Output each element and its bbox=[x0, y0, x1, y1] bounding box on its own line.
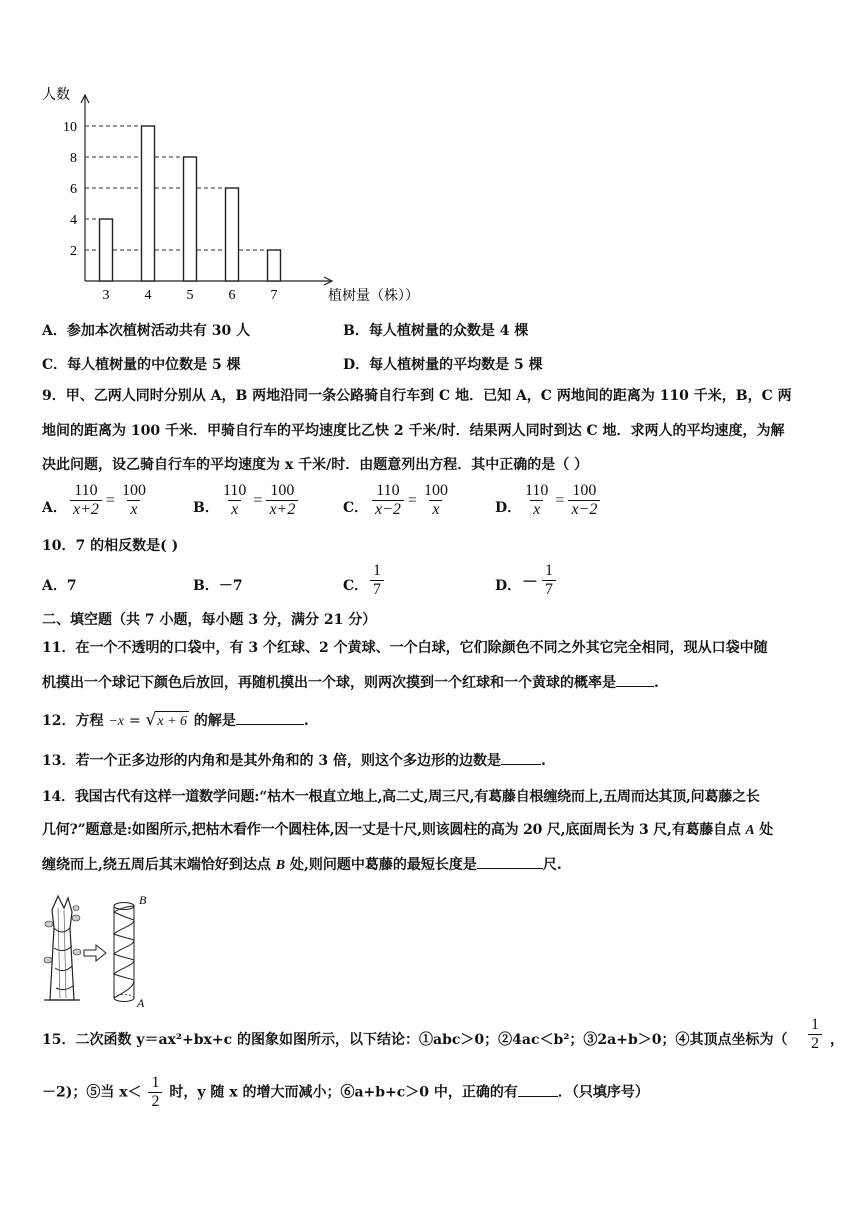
bar bbox=[268, 250, 281, 281]
chart-y-label: 人数 bbox=[42, 87, 70, 103]
fraction: $\frac{110}{x}$ bbox=[223, 482, 247, 518]
q9-option-c-equation: $\frac{110}{x-2}$ = $\frac{100}{x}$ bbox=[370, 482, 453, 519]
fraction: $\frac{1}{2}$ bbox=[148, 1074, 162, 1111]
q10-option-b: B．－7 bbox=[193, 578, 243, 594]
q8-option-c: C．每人植树量的中位数是 5 棵 bbox=[42, 357, 241, 373]
x-tick-label: 6 bbox=[228, 288, 236, 303]
q11-stem-line-2: 机摸出一个球记下颜色后放回，再随机摸出一个球，则两次摸到一个红球和一个黄球的概率是 . bbox=[42, 672, 659, 693]
section-heading-fill-in: 二、填空题（共 7 小题，每小题 3 分，满分 21 分） bbox=[42, 612, 377, 628]
x-tick-label: 5 bbox=[186, 288, 194, 303]
q9-option-a-label: A． bbox=[42, 500, 67, 516]
q15-stem-line-2: －2)；⑤当 x＜ $\frac{1}{2}$ 时，y 随 x 的增大而减小；⑥a+b+c＞0 中，正确的有 ．（只填序号） bbox=[42, 1074, 649, 1110]
bar bbox=[184, 157, 197, 281]
fraction: $\frac{100}{x}$ bbox=[121, 482, 146, 518]
y-tick-label: 10 bbox=[63, 120, 77, 135]
q11-stem-line-1: 11．在一个不透明的口袋中，有 3 个红球、2 个黄球、一个白球，它们除颜色不同之外其它完全相同，现从口袋中随 bbox=[42, 640, 768, 656]
q14-stem-line-1: 14．我国古代有这样一道数学问题:“枯木一根直立地上,高二丈,周三尺,有葛藤自根缠绕而上,五周而达其顶,问葛藤之长 bbox=[42, 789, 760, 805]
q10-option-c-label: C． bbox=[343, 578, 369, 594]
vine-cylinder-figure bbox=[40, 888, 160, 1013]
q10-option-c-fraction: $\frac{1}{7}$ bbox=[368, 562, 386, 599]
fraction: $\frac{110}{x+2}$ bbox=[70, 482, 102, 519]
point-b-label: B bbox=[139, 893, 147, 907]
answer-blank bbox=[518, 1082, 558, 1097]
q10-option-d-label: D． bbox=[495, 578, 522, 594]
q15-stem-line-1: 15．二次函数 y＝ax²+bx+c 的图象如图所示，以下结论：①abc＞0；②4ac＜b²；③2a+b＞0；④其顶点坐标为（ bbox=[42, 1032, 788, 1048]
fraction: $\frac{100}{x-2}$ bbox=[568, 482, 600, 519]
q9-option-a-equation: $\frac{110}{x+2}$ = $\frac{100}{x}$ bbox=[68, 482, 151, 519]
right-arrow-icon bbox=[84, 945, 106, 961]
x-tick-label: 4 bbox=[144, 288, 152, 303]
chart-x-label: 植树量（株）） bbox=[328, 288, 419, 304]
answer-blank bbox=[236, 710, 304, 725]
q13-stem: 13．若一个正多边形的内角和是其外角和的 3 倍，则这个多边形的边数是 . bbox=[42, 750, 546, 771]
q14-stem-line-3: 缠绕而上,绕五周后其末端恰好到达点 B 处,则问题中葛藤的最短长度是 尺. bbox=[42, 854, 562, 876]
y-tick-label: 4 bbox=[70, 213, 77, 228]
q14-stem-line-2: 几何?”题意是:如图所示,把枯木看作一个圆柱体,因一丈是十尺,则该圆柱的高为 20 尺,底面周长为 3 尺,有葛藤自点 A 处 bbox=[42, 822, 774, 838]
chart-axes bbox=[81, 95, 332, 285]
bar bbox=[100, 219, 113, 281]
answer-blank bbox=[616, 672, 654, 687]
answer-blank bbox=[477, 854, 543, 869]
q9-stem-line-2: 地间的距离为 100 千米．甲骑自行车的平均速度比乙快 2 千米/时．结果两人同时到达 C 地．求两人的平均速度，为解 bbox=[42, 423, 785, 439]
q9-option-b-label: B． bbox=[193, 500, 219, 516]
point-a-label: A bbox=[137, 996, 145, 1010]
q15-vertex-x-fraction: $\frac{1}{2}$ bbox=[806, 1016, 824, 1053]
x-tick-label: 3 bbox=[102, 288, 110, 303]
q9-option-c-label: C． bbox=[343, 500, 369, 516]
fraction: $\frac{110}{x-2}$ bbox=[372, 482, 404, 519]
q10-stem: 10．7 的相反数是( ) bbox=[42, 538, 179, 554]
answer-blank bbox=[501, 750, 541, 765]
fraction: $\frac{100}{x}$ bbox=[423, 482, 448, 518]
q9-option-d-equation: $\frac{110}{x}$ = $\frac{100}{x-2}$ bbox=[520, 482, 602, 519]
bar bbox=[226, 188, 239, 281]
tree-planting-bar-chart bbox=[40, 85, 460, 310]
tree-trunk-icon bbox=[44, 896, 81, 1000]
q8-option-a: A．参加本次植树活动共有 30 人 bbox=[42, 323, 251, 339]
bar bbox=[142, 126, 155, 281]
y-tick-label: 2 bbox=[70, 244, 77, 259]
sqrt-sign-icon: √ bbox=[145, 710, 157, 730]
fraction: $\frac{100}{x+2}$ bbox=[266, 482, 298, 519]
q9-stem-line-1: 9．甲、乙两人同时分别从 A，B 两地沿同一条公路骑自行车到 C 地．已知 A，C 两地间的距离为 110 千米，B，C 两 bbox=[42, 388, 792, 404]
q10-option-d-value: － $\frac{1}{7}$ bbox=[520, 562, 558, 599]
cylinder-icon bbox=[114, 903, 134, 1002]
q15-line1-end: ， bbox=[830, 1032, 844, 1048]
q9-option-d-label: D． bbox=[495, 500, 522, 516]
q12-stem: 12．方程 −x = √x + 6 的解是 . bbox=[42, 710, 309, 730]
chart-bars bbox=[100, 126, 281, 281]
y-tick-label: 6 bbox=[70, 182, 77, 197]
q8-option-b: B．每人植树量的众数是 4 棵 bbox=[343, 323, 529, 339]
chart-y-ticks bbox=[63, 120, 77, 259]
q10-option-a: A．7 bbox=[42, 578, 77, 594]
fraction: $\frac{110}{x}$ bbox=[525, 482, 549, 518]
chart-x-ticks bbox=[103, 288, 278, 303]
q8-option-d: D．每人植树量的平均数是 5 棵 bbox=[343, 357, 543, 373]
x-tick-label: 7 bbox=[270, 288, 278, 303]
y-tick-label: 8 bbox=[70, 151, 77, 166]
q9-stem-line-3: 决此问题，设乙骑自行车的平均速度为 x 千米/时．由题意列出方程．其中正确的是（ ） bbox=[42, 457, 589, 473]
minus-sign: － bbox=[522, 574, 539, 591]
q9-option-b-equation: $\frac{110}{x}$ = $\frac{100}{x+2}$ bbox=[218, 482, 300, 519]
